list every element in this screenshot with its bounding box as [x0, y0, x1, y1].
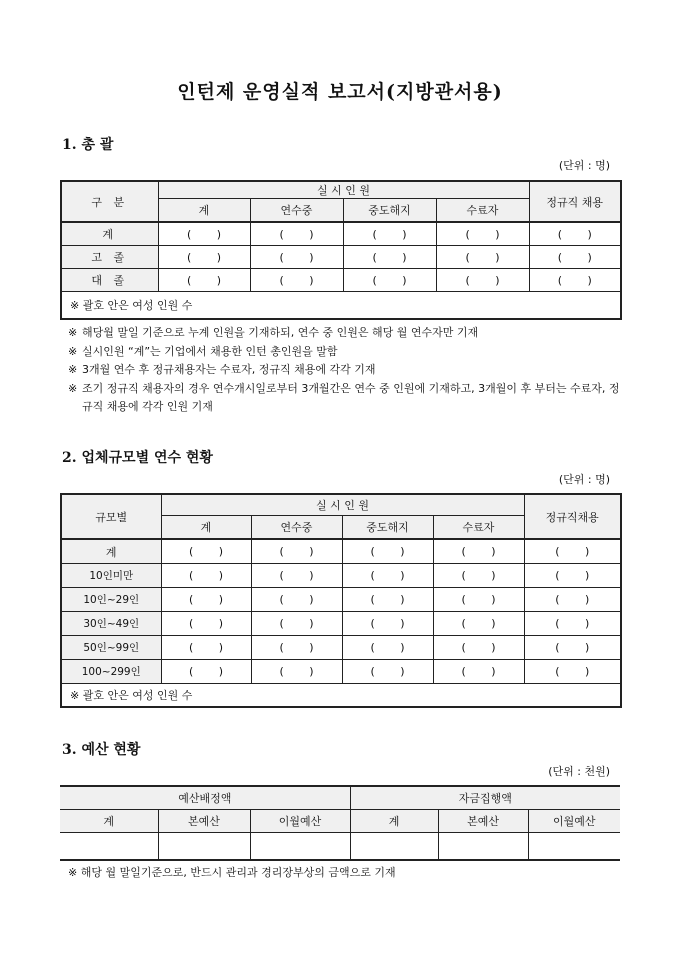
- cell-paren[interactable]: ( ): [158, 269, 250, 292]
- cell-paren[interactable]: ( ): [158, 246, 250, 269]
- cell-paren[interactable]: ( ): [529, 222, 621, 246]
- header-col-main-budget: 본예산: [438, 810, 528, 833]
- header-col-completed: 수료자: [433, 516, 524, 540]
- cell-paren[interactable]: ( ): [524, 539, 621, 564]
- section2-heading: 2. 업체규모별 연수 현황: [62, 450, 213, 466]
- section1-unit: (단위 : 명): [558, 159, 610, 172]
- note-item: ※ 해당월 말일 기준으로 누계 인원을 기재하되, 연수 중 인원은 해당 월 연수자만 기재: [68, 326, 479, 339]
- page-title: 인턴제 운영실적 보고서(지방관서용): [177, 81, 503, 103]
- summary-table: [60, 180, 622, 320]
- cell-paren[interactable]: ( ): [161, 636, 251, 660]
- header-col-training: 연수중: [251, 516, 342, 540]
- row-label-total: 계: [61, 539, 161, 564]
- note-item: ※ 3개월 연수 후 정규채용자는 수료자, 정규직 채용에 각각 기재: [68, 363, 376, 376]
- section3-unit: (단위 : 천원): [548, 765, 610, 778]
- cell-paren[interactable]: ( ): [250, 246, 343, 269]
- budget-cell[interactable]: [250, 833, 350, 861]
- cell-paren[interactable]: ( ): [436, 246, 529, 269]
- cell-paren[interactable]: ( ): [342, 612, 433, 636]
- header-category: 구 분: [61, 181, 158, 222]
- row-label-college: 대 졸: [61, 269, 158, 292]
- cell-paren[interactable]: ( ): [342, 588, 433, 612]
- header-col-training: 연수중: [250, 199, 343, 223]
- row-label-total: 계: [61, 222, 158, 246]
- section3-footnote: ※ 해당 월 말일기준으로, 반드시 관리과 경리장부상의 금액으로 기재: [68, 866, 396, 879]
- section2-unit: (단위 : 명): [558, 473, 610, 486]
- budget-cell[interactable]: [528, 833, 620, 861]
- cell-paren[interactable]: ( ): [433, 636, 524, 660]
- cell-paren[interactable]: ( ): [433, 564, 524, 588]
- cell-paren[interactable]: ( ): [433, 660, 524, 684]
- table-note: ※ 괄호 안은 여성 인원 수: [61, 684, 621, 708]
- table-note: ※ 괄호 안은 여성 인원 수: [61, 292, 621, 320]
- header-col-completed: 수료자: [436, 199, 529, 223]
- row-label-highschool: 고 졸: [61, 246, 158, 269]
- header-col-total: 계: [158, 199, 250, 223]
- cell-paren[interactable]: ( ): [161, 588, 251, 612]
- cell-paren[interactable]: ( ): [343, 269, 436, 292]
- cell-paren[interactable]: ( ): [433, 539, 524, 564]
- cell-paren[interactable]: ( ): [161, 612, 251, 636]
- header-col-terminated: 중도해지: [342, 516, 433, 540]
- header-regular-hire: 정규직채용: [524, 494, 621, 539]
- cell-paren[interactable]: ( ): [342, 636, 433, 660]
- cell-paren[interactable]: ( ): [161, 660, 251, 684]
- header-size: 규모별: [61, 494, 161, 539]
- section3-heading: 3. 예산 현황: [62, 742, 141, 758]
- cell-paren[interactable]: ( ): [251, 612, 342, 636]
- section1-heading: 1. 총 괄: [62, 137, 114, 153]
- row-label-50-99: 50인~99인: [61, 636, 161, 660]
- cell-paren[interactable]: ( ): [161, 539, 251, 564]
- header-col-terminated: 중도해지: [343, 199, 436, 223]
- row-label-100-299: 100~299인: [61, 660, 161, 684]
- header-col-total: 계: [60, 810, 158, 833]
- row-label-under10: 10인미만: [61, 564, 161, 588]
- cell-paren[interactable]: ( ): [524, 636, 621, 660]
- cell-paren[interactable]: ( ): [524, 660, 621, 684]
- budget-cell[interactable]: [438, 833, 528, 861]
- header-col-carryover: 이월예산: [528, 810, 620, 833]
- cell-paren[interactable]: ( ): [251, 539, 342, 564]
- budget-table: [60, 785, 620, 861]
- header-group: 실 시 인 원: [161, 494, 524, 516]
- budget-cell[interactable]: [158, 833, 250, 861]
- note-item: ※ 조기 정규직 채용자의 경우 연수개시일로부터 3개월간은 연수 중 인원에 기재하고, 3개월이 후 부터는 수료자, 정규직 채용에 각각 인원 기재: [68, 381, 620, 413]
- cell-paren[interactable]: ( ): [524, 564, 621, 588]
- cell-paren[interactable]: ( ): [524, 588, 621, 612]
- cell-paren[interactable]: ( ): [342, 564, 433, 588]
- header-col-carryover: 이월예산: [250, 810, 350, 833]
- cell-paren[interactable]: ( ): [250, 269, 343, 292]
- section1-notes: [68, 324, 628, 417]
- cell-paren[interactable]: ( ): [161, 564, 251, 588]
- header-regular-hire: 정규직 채용: [529, 181, 621, 222]
- cell-paren[interactable]: ( ): [436, 269, 529, 292]
- header-col-total: 계: [350, 810, 438, 833]
- budget-cell[interactable]: [60, 833, 158, 861]
- budget-cell[interactable]: [350, 833, 438, 861]
- cell-paren[interactable]: ( ): [529, 269, 621, 292]
- cell-paren[interactable]: ( ): [251, 588, 342, 612]
- cell-paren[interactable]: ( ): [251, 564, 342, 588]
- header-col-total: 계: [161, 516, 251, 540]
- header-group: 실 시 인 원: [158, 181, 529, 199]
- cell-paren[interactable]: ( ): [529, 246, 621, 269]
- header-budget-allocated: 예산배정액: [60, 786, 350, 810]
- cell-paren[interactable]: ( ): [250, 222, 343, 246]
- cell-paren[interactable]: ( ): [436, 222, 529, 246]
- cell-paren[interactable]: ( ): [251, 660, 342, 684]
- row-label-30-49: 30인~49인: [61, 612, 161, 636]
- cell-paren[interactable]: ( ): [433, 588, 524, 612]
- cell-paren[interactable]: ( ): [251, 636, 342, 660]
- size-table: [60, 493, 622, 708]
- cell-paren[interactable]: ( ): [342, 539, 433, 564]
- cell-paren[interactable]: ( ): [433, 612, 524, 636]
- header-funds-executed: 자금집행액: [350, 786, 620, 810]
- header-col-main-budget: 본예산: [158, 810, 250, 833]
- cell-paren[interactable]: ( ): [343, 222, 436, 246]
- row-label-10-29: 10인~29인: [61, 588, 161, 612]
- cell-paren[interactable]: ( ): [343, 246, 436, 269]
- cell-paren[interactable]: ( ): [158, 222, 250, 246]
- note-item: ※ 실시인원 “계”는 기업에서 채용한 인턴 총인원을 말함: [68, 344, 338, 358]
- cell-paren[interactable]: ( ): [342, 660, 433, 684]
- cell-paren[interactable]: ( ): [524, 612, 621, 636]
